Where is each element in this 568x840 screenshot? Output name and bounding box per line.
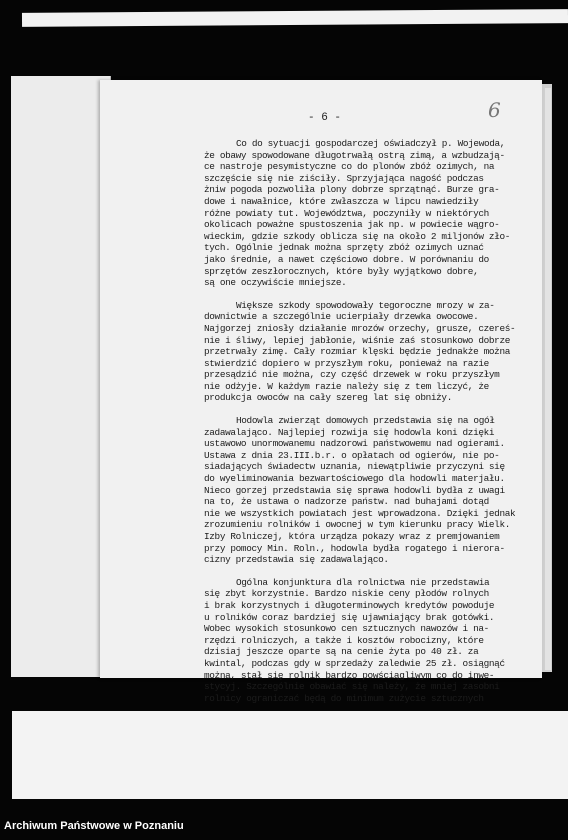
text-line: downictwie a szczególnie ucierpiały drzewka owocowe. [204, 311, 479, 323]
page-number: - 6 - [308, 112, 342, 124]
text-line: sprzętów zeszłorocznych, które były wyjątkowo dobre, [204, 265, 479, 277]
text-line: Hodowla zwierząt domowych przedstawia się na ogół [236, 415, 495, 427]
text-line: można, stał się rolnik bardzo powściągliwym co do inwe- [204, 669, 495, 681]
body-text [204, 138, 528, 715]
text-line: i brak korzystnych i długoterminowych kredytów powoduje [204, 599, 495, 611]
text-line: okolicach poważne spustoszenia jak np. w powiecie wągro- [204, 219, 500, 231]
paragraph [204, 577, 528, 705]
text-line: przetrwały zimę. Cały rozmiar klęski będzie jednakże można [204, 346, 511, 358]
text-line: nie we wszystkich powiatach jest wprowadzona. Dzięki jednak [204, 507, 516, 519]
paragraph [204, 415, 528, 566]
text-line: Co do sytuacji gospodarczej oświadczył p. Wojewoda, [236, 138, 506, 149]
text-line: ce nastroje pesymistyczne co do plonów zbóż ozimych, na [204, 161, 495, 173]
text-line: do wyeliminowania bezwartościowego dla hodowli materjału. [204, 473, 505, 485]
text-line: dzisiaj jeszcze oparte są na cenie żyta po 40 zł. za [204, 646, 479, 658]
left-page [11, 76, 111, 677]
text-line: przesądzić nie można, czy część drzewek w roku przyszłym [204, 369, 500, 381]
text-line: dowe i nawałnice, które zwłaszcza w lipcu nawiedziły [204, 195, 479, 207]
footer-bar [0, 816, 568, 840]
text-line: rolnicy ograniczać będą do minimum zużycie sztucznych [204, 692, 484, 704]
text-line: cizny przedstawia się zadawalająco. [204, 554, 389, 566]
text-line: się zbyt korzystnie. Bardzo niskie ceny płodów rolnych [204, 588, 489, 600]
text-line: różne powiaty tut. Województwa, poczyniły w niektórych [204, 207, 489, 219]
page-stack-edge-inner [545, 88, 551, 670]
text-line: kwintal, podczas gdy w sprzedaży zaledwie 25 zł. osiągnąć [204, 657, 505, 669]
text-line: nie i śliwy, lepiej jabłonie, wiśnie zaś stosunkowo dobrze [204, 334, 511, 346]
text-line: Ustawa z dnia 23.III.b.r. o opłatach od ogierów, nie po- [204, 449, 500, 461]
text-line: u rolników coraz bardziej się ujawniający brak gotówki. [204, 611, 495, 623]
text-line: Najgorzej zniosły działanie mrozów orzechy, grusze, czereś- [204, 322, 516, 334]
text-line: Nieco gorzej przedstawia się sprawa hodowli bydła z uwagi [204, 484, 505, 496]
text-line: jako średnie, a nawet częściowo dobre. W porównaniu do [204, 253, 489, 265]
text-line: tych. Ogólnie jednak można sprzęty zbóż ozimych uznać [204, 242, 484, 254]
text-line: są one oczywiście mniejsze. [204, 277, 347, 289]
handwritten-page-number: 6 [488, 98, 501, 122]
paragraph [204, 138, 528, 289]
text-line: produkcja owoców na cały szereg lat się obniży. [204, 392, 452, 404]
text-line: stycyj. Szczególnie obawiać się należy, że mniej zasobni [204, 681, 500, 693]
text-line: żniw pogoda pozwoliła plony dobrze sprzątnąć. Burze gra- [204, 184, 500, 196]
text-line: zrozumieniu rolników i owocnej w tym kierunku pracy Wielk. [204, 519, 511, 531]
text-line: ustawowo unormowanemu nadzorowi państwowemu nad ogierami. [204, 438, 505, 450]
text-line: siadających świadectw uznania, niewątpliwie przyczyni się [204, 461, 505, 473]
text-line: wieckim, gdzie szkody oblicza się na około 2 miljonów zło- [204, 230, 511, 242]
top-paper-strip [22, 9, 568, 27]
paragraph [204, 300, 528, 404]
text-line: że obawy spowodowane długotrwałą ostrą zimą, a wzbudzają- [204, 149, 505, 161]
text-line: Izby Rolniczej, która urządza pokazy wraz z premjowaniem [204, 531, 500, 542]
text-line: Większe szkody spowodowały tegoroczne mrozy w za- [236, 299, 495, 311]
archive-label: Archiwum Państwowe w Poznaniu [4, 820, 184, 832]
bottom-paper-sheet [12, 711, 568, 799]
text-line: szczęście się nie ziściły. Sprzyjająca nagość podczas [204, 172, 484, 184]
text-line: Ogólna konjunktura dla rolnictwa nie przedstawia [236, 576, 490, 588]
text-line: rzędzi rolniczych, a także i kosztów robocizny, które [204, 634, 484, 646]
text-line: zadawalająco. Najlepiej rozwija się hodowla koni dzięki [204, 426, 495, 438]
text-line: na to, że ustawa o nadzorze państw. nad buhajami dotąd [204, 496, 489, 508]
document-page [100, 80, 542, 704]
text-line: stwierdzić dopiero w przyszłym roku, ponieważ na razie [204, 357, 489, 369]
text-line: Wobec wysokich stosunkowo cen sztucznych nawozów i na- [204, 623, 489, 635]
text-line: nie odżyje. W każdym razie należy się z tem liczyć, że [204, 380, 489, 392]
text-line: przy pomocy Min. Roln., hodowla bydła rogatego i nierога- [204, 542, 505, 554]
